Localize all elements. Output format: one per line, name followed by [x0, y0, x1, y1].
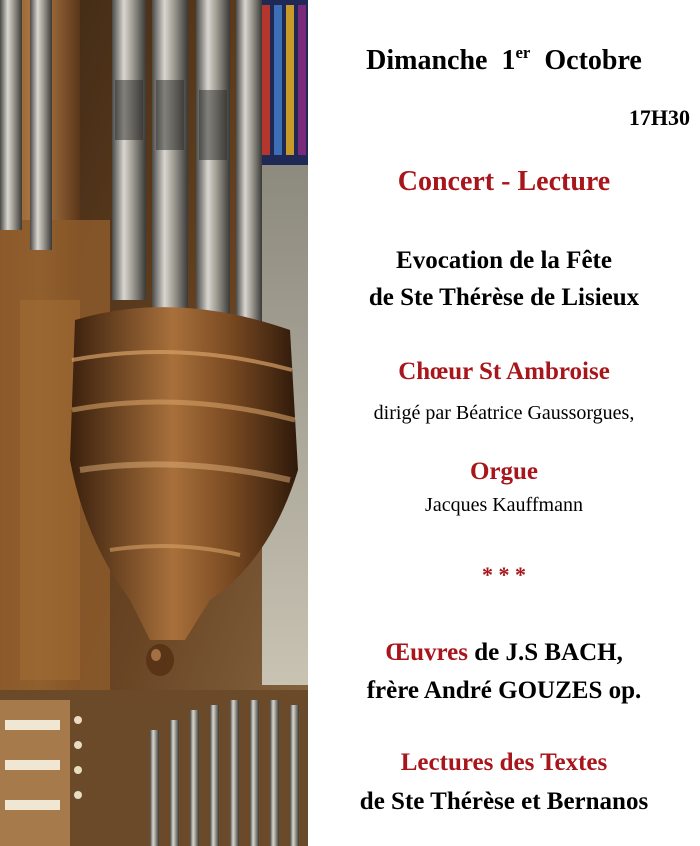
- time: 17H30: [628, 105, 690, 130]
- choir-director: dirigé par Béatrice Gaussorgues,: [373, 402, 635, 424]
- poster-text: [308, 0, 700, 846]
- works-line1: [308, 639, 700, 667]
- evocation-line2: de Ste Thérèse de Lisieux: [368, 284, 640, 311]
- date-day: Dimanche: [366, 45, 488, 76]
- date-sup: er: [515, 43, 531, 63]
- organist: Jacques Kauffmann: [425, 494, 583, 516]
- separator: * * *: [482, 562, 526, 587]
- choir-name: Chœur St Ambroise: [398, 358, 610, 385]
- readings-line2: de Ste Thérèse et Bernanos: [359, 788, 649, 815]
- works-word: Œuvres: [385, 639, 468, 666]
- works-line2: frère André GOUZES op.: [366, 677, 642, 704]
- readings-title: Lectures des Textes: [400, 749, 608, 776]
- organ-photo: [0, 0, 308, 846]
- date-month: Octobre: [544, 45, 642, 76]
- evocation-line1: Evocation de la Fête: [396, 247, 612, 274]
- date-line: [308, 45, 700, 77]
- event-title: Concert - Lecture: [397, 166, 611, 197]
- works-rest: de J.S BACH,: [467, 639, 623, 666]
- date-num: 1: [501, 45, 516, 76]
- organ-label: Orgue: [469, 458, 539, 485]
